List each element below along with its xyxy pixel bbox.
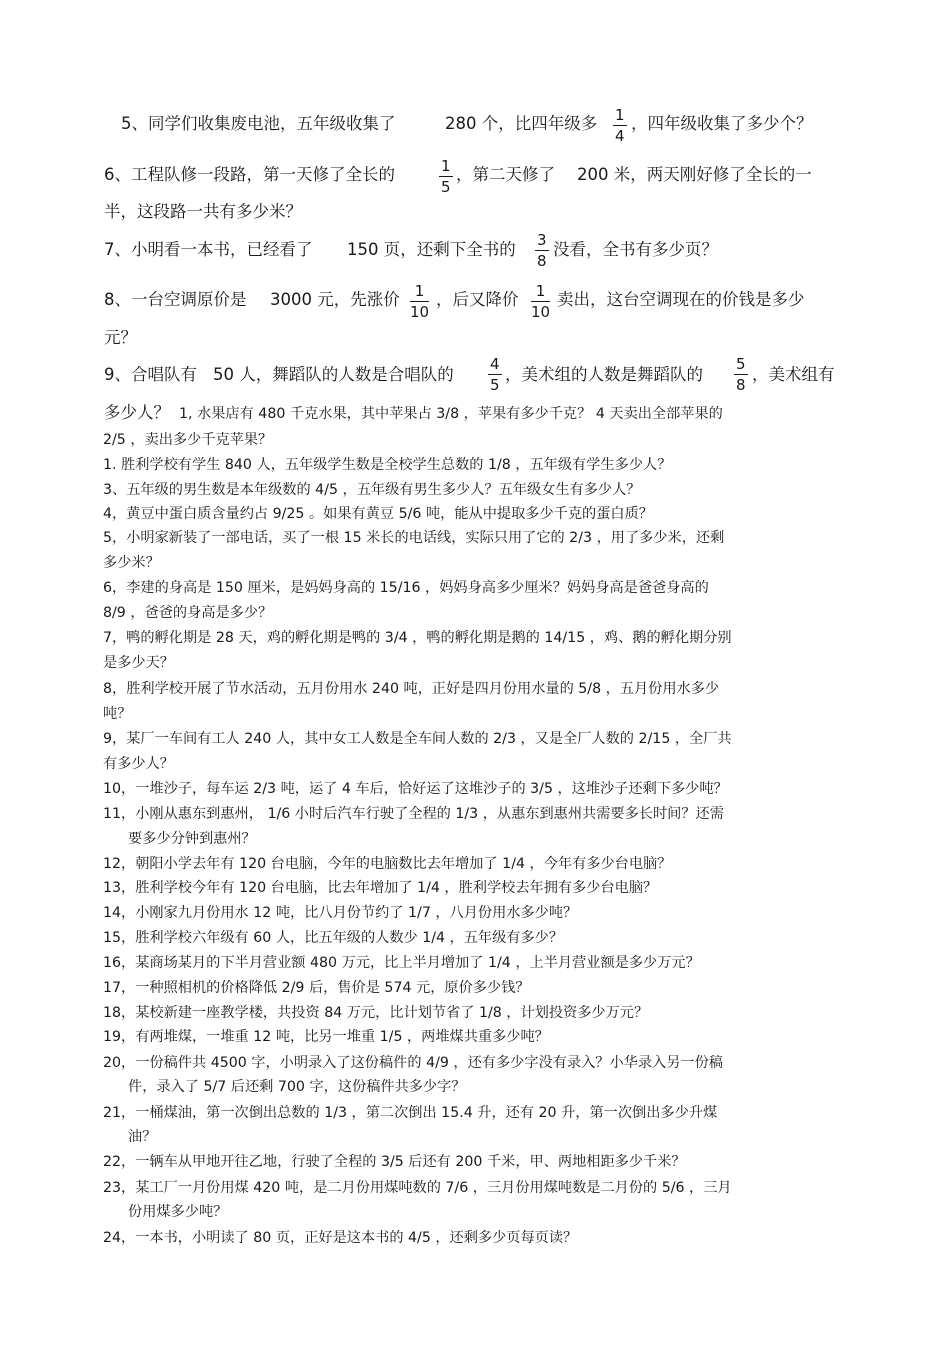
- problem-line: 8/9 ，爸爸的身高是多少？: [103, 605, 273, 621]
- problem-line: 是多少天？: [103, 655, 174, 671]
- problem-line: 18，某校新建一座教学楼，共投资 84 万元，比计划节省了 1/8 ，计划投资多少万元？: [103, 1005, 649, 1021]
- problem-line: 要多少分钟到惠州？: [128, 831, 256, 847]
- problem-9-text-b: 50 人，舞蹈队的人数是合唱队的: [213, 365, 454, 384]
- problem-line: 22，一辆车从甲地开往乙地，行驶了全程的 3/5 后还有 200 千米，甲、两地相距多少千米？: [103, 1154, 686, 1170]
- fraction-denominator: 10: [410, 303, 430, 321]
- fraction-denominator: 10: [531, 303, 551, 321]
- problem-7-text-c: 没看，全书有多少页？: [553, 240, 718, 259]
- problem-line: 19，有两堆煤，一堆重 12 吨，比另一堆重 1/5 ，两堆煤共重多少吨？: [103, 1029, 549, 1045]
- problem-line: 有多少人？: [103, 756, 174, 772]
- problem-line: 10，一堆沙子，每车运 2/3 吨，运了 4 车后，恰好运了这堆沙子的 3/5 ，这堆沙子还剩下多少吨？: [103, 781, 728, 797]
- problem-9-text-d: ，美术组有: [752, 365, 835, 384]
- problem-line: 9，某厂一车间有工人 240 人，其中女工人数是全车间人数的 2/3 ，又是全厂人数的 2/15 ，全厂共: [103, 731, 732, 747]
- problem-8-fraction-2: [531, 283, 550, 320]
- problem-7-fraction: [535, 232, 549, 269]
- fraction-numerator: 1: [615, 106, 625, 124]
- problem-5-text-a: 5、同学们收集废电池，五年级收集了: [121, 114, 396, 133]
- problem-line: 14，小刚家九月份用水 12 吨，比八月份节约了 1/7 ，八月份用水多少吨？: [103, 905, 578, 921]
- problem-line: 17，一种照相机的价格降低 2/9 后，售价是 574 元，原价多少钱？: [103, 980, 530, 996]
- problem-line: 15，胜利学校六年级有 60 人，比五年级的人数少 1/4 ，五年级有多少？: [103, 930, 564, 946]
- problem-9-fraction-2: [734, 356, 748, 393]
- problem-line: 油？: [128, 1129, 157, 1145]
- problem-line: 5，小明家新装了一部电话，买了一根 15 米长的电话线，实际只用了它的 2/3 ，用了多少米，还剩: [103, 530, 725, 546]
- fraction-numerator: 3: [537, 231, 547, 249]
- fraction-denominator: 8: [537, 252, 547, 270]
- problem-line: 12，朝阳小学去年有 120 台电脑，今年的电脑数比去年增加了 1/4 ，今年有多少台电脑？: [103, 856, 672, 872]
- problem-line: 8，胜利学校开展了节水活动，五月份用水 240 吨，正好是四月份用水量的 5/8 ，五月份用水多少: [103, 681, 720, 697]
- problem-9-text-c: ，美术组的人数是舞蹈队的: [505, 365, 703, 384]
- fraction-denominator: 5: [490, 376, 500, 394]
- problem-line: 3、五年级的男生数是本年级数的 4/5 ，五年级有男生多少人？五年级女生有多少人？: [103, 482, 641, 498]
- problem-line: 13，胜利学校今年有 120 台电脑，比去年增加了 1/4 ，胜利学校去年拥有多少台电脑？: [103, 880, 658, 896]
- problem-line: 7，鸭的孵化期是 28 天，鸡的孵化期是鸭的 3/4 ，鸭的孵化期是鹅的 14/15 ，鸡、鹅的孵化期分别: [103, 630, 732, 646]
- problem-6-text-a: 6、工程队修一段路，第一天修了全长的: [104, 165, 395, 184]
- problem-line: 6，李建的身高是 150 厘米，是妈妈身高的 15/16 ，妈妈身高多少厘米？妈妈身高是爸爸身高的: [103, 580, 709, 596]
- problem-9-line2-b: 1, 水果店有 480 千克水果，其中苹果占 3/8 ，苹果有多少千克？ 4 天卖出全部苹果的: [179, 406, 723, 422]
- problem-9-fraction-1: [488, 356, 502, 393]
- problem-line: 23，某工厂一月份用煤 420 吨，是二月份用煤吨数的 7/6 ，三月份用煤吨数是二月份的 5/6 ，三月: [103, 1180, 732, 1196]
- problem-line: 20，一份稿件共 4500 字，小明录入了这份稿件的 4/9 ，还有多少字没有录入？小华录入另一份稿: [103, 1055, 723, 1071]
- fraction-denominator: 4: [615, 127, 625, 145]
- problem-line: 16，某商场某月的下半月营业额 480 万元，比上半月增加了 1/4 ，上半月营业额是多少万元？: [103, 955, 700, 971]
- problem-line: 份用煤多少吨？: [128, 1204, 228, 1220]
- problem-line: 4，黄豆中蛋白质含量约占 9/25 。如果有黄豆 5/6 吨，能从中提取多少千克的蛋白质？: [103, 506, 653, 522]
- problem-line: 1. 胜利学校有学生 840 人，五年级学生数是全校学生总数的 1/8 ，五年级有学生多少人？: [103, 457, 672, 473]
- problem-5-text-b: 280 个，比四年级多: [445, 114, 598, 133]
- problem-9-text-a: 9、合唱队有: [104, 365, 197, 384]
- fraction-denominator: 8: [736, 376, 746, 394]
- problem-8-text-a: 8、一台空调原价是: [104, 290, 247, 309]
- problem-6-line2: 半，这段路一共有多少米？: [104, 202, 302, 221]
- problem-6-fraction: [439, 158, 453, 195]
- problem-line: 件，录入了 5/7 后还剩 700 字，这份稿件共多少字？: [128, 1079, 466, 1095]
- fraction-denominator: 5: [441, 178, 451, 196]
- problem-8-text-b: 3000 元，先涨价: [270, 290, 400, 309]
- problem-6-text-b: ，第二天修了: [456, 165, 555, 184]
- problem-7-text-b: 150 页，还剩下全书的: [347, 240, 516, 259]
- problem-8-text-c: ，后又降价: [436, 290, 519, 309]
- problem-8-text-d: 卖出，这台空调现在的价钱是多少: [557, 290, 805, 309]
- problem-9-line2-a: 多少人？: [104, 403, 170, 422]
- problem-line: 11，小刚从惠东到惠州， 1/6 小时后汽车行驶了全程的 1/3 ，从惠东到惠州共需要多长时间？还需: [103, 806, 724, 822]
- problem-line: 多少米？: [103, 555, 160, 571]
- problem-line: 24，一本书，小明读了 80 页，正好是这本书的 4/5 ，还剩多少页每页读？: [103, 1230, 578, 1246]
- problem-8-line2: 元？: [104, 328, 137, 347]
- fraction-numerator: 4: [490, 355, 500, 373]
- fraction-numerator: 1: [410, 283, 429, 302]
- problem-8-fraction-1: [410, 283, 429, 320]
- problem-5-text-c: ，四年级收集了多少个？: [631, 114, 813, 133]
- fraction-numerator: 5: [736, 355, 746, 373]
- problem-6-text-c: 200 米，两天刚好修了全长的一: [577, 165, 812, 184]
- problem-5-fraction: [613, 107, 627, 144]
- fraction-numerator: 1: [441, 157, 451, 175]
- fraction-numerator: 1: [531, 283, 550, 302]
- problem-line: 吨？: [103, 706, 132, 722]
- problem-line: 21，一桶煤油，第一次倒出总数的 1/3 ，第二次倒出 15.4 升，还有 20 升，第一次倒出多少升煤: [103, 1105, 718, 1121]
- problem-7-text-a: 7、小明看一本书，已经看了: [104, 240, 313, 259]
- problem-line: 2/5 ，卖出多少千克苹果？: [103, 432, 273, 448]
